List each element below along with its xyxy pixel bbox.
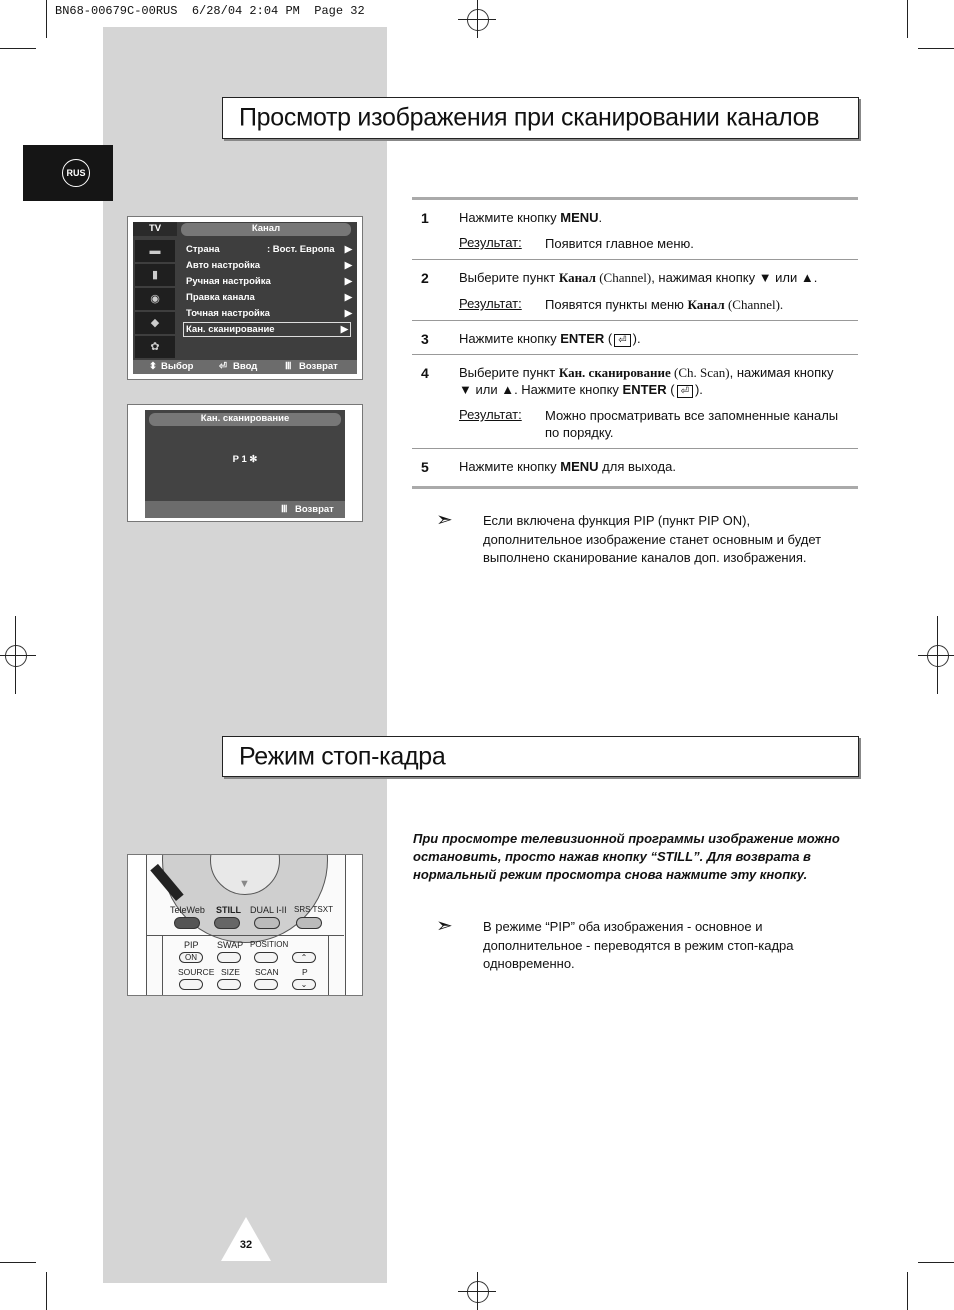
- osd-menu-screenshot: [127, 216, 363, 380]
- step-number: 4: [421, 365, 429, 381]
- up-down-icon: ⬍: [149, 361, 157, 372]
- note-text: В режиме “PIP” оба изображения - основное и дополнительное - переводятся в режим стоп-кадра одновременно.: [483, 919, 794, 971]
- size-button[interactable]: [217, 979, 241, 990]
- step-text-line2: ▼ или ▲. Нажмите кнопку ENTER ( ⏎ ).: [459, 382, 703, 397]
- teleweb-button[interactable]: [174, 917, 200, 929]
- channel-down-button[interactable]: ⌄: [292, 979, 316, 990]
- registration-line: [458, 1291, 496, 1292]
- step-text: Нажмите кнопку MENU.: [459, 210, 603, 225]
- result-label: Результат:: [459, 296, 522, 311]
- enter-icon: ⏎: [219, 361, 227, 372]
- osd-item-label: Точная настройка: [186, 308, 270, 319]
- osd-scan-back: Возврат: [295, 504, 334, 515]
- osd-scan-title: Кан. сканирование: [200, 413, 290, 424]
- crop-mark: [918, 1262, 954, 1263]
- osd-menu-item-selected[interactable]: [183, 322, 351, 337]
- step-number: 2: [421, 270, 429, 286]
- size-label: SIZE: [221, 967, 240, 977]
- osd-menu-item[interactable]: [183, 274, 355, 290]
- remote-illustration: [127, 854, 363, 996]
- osd-item-label: Ручная настройка: [186, 276, 271, 287]
- osd-footer: [133, 360, 357, 374]
- return-icon: Ⅲ: [281, 504, 288, 515]
- step-divider: [412, 320, 858, 321]
- section-title-box: [222, 97, 859, 139]
- teleweb-label: TeleWeb: [170, 905, 205, 915]
- osd-menu-item[interactable]: [183, 290, 355, 306]
- section-title-box: [222, 736, 859, 777]
- step-number: 1: [421, 210, 429, 226]
- enter-key-icon: ⏎: [677, 385, 693, 398]
- osd-title: Канал: [251, 223, 281, 234]
- note-arrow-icon: ➣: [436, 915, 453, 937]
- crop-mark: [0, 1262, 36, 1263]
- osd-menu-panel: [133, 222, 357, 374]
- srs-button[interactable]: [296, 917, 322, 929]
- step-text: Нажмите кнопку MENU для выхода.: [459, 459, 676, 474]
- osd-scan-screenshot: [127, 404, 363, 522]
- osd-item-arrow: ▶: [340, 324, 348, 335]
- osd-item-label: Кан. сканирование: [186, 324, 275, 335]
- scan-button[interactable]: [254, 979, 278, 990]
- osd-title-bar: [181, 223, 351, 236]
- osd-scan-footer: [145, 501, 345, 518]
- steps-top-rule: [412, 197, 858, 200]
- osd-menu-item[interactable]: [183, 306, 355, 322]
- step-text: Выберите пункт Канал (Channel), нажимая кнопку ▼ или ▲.: [459, 270, 818, 285]
- still-label: STILL: [216, 905, 241, 915]
- osd-tab: [133, 222, 177, 236]
- crop-mark: [0, 48, 36, 49]
- page-number: 32: [239, 1239, 253, 1251]
- step-text: Нажмите кнопку ENTER ( ⏎ ).: [459, 331, 641, 346]
- sound-icon: ◉: [135, 288, 175, 310]
- result-text: Можно просматривать все запомненные каналы: [545, 408, 839, 423]
- step-text: Выберите пункт Кан. сканирование (Ch. Scan), нажимая кнопку: [459, 365, 834, 380]
- result-label: Результат:: [459, 407, 522, 422]
- dual-label: DUAL I-II: [250, 905, 287, 915]
- osd-tab-label: TV: [149, 223, 162, 234]
- result-label: Результат:: [459, 235, 522, 250]
- dual-button[interactable]: [254, 917, 280, 929]
- osd-item-label: Авто настройка: [186, 260, 260, 271]
- registration-line: [458, 19, 496, 20]
- osd-item-arrow: ▶: [344, 292, 352, 303]
- step-divider: [412, 354, 858, 355]
- channel-up-button[interactable]: ⌃: [292, 952, 316, 963]
- osd-menu-list: [183, 242, 355, 337]
- still-button[interactable]: [214, 917, 240, 929]
- osd-item-arrow: ▶: [344, 244, 352, 255]
- return-icon: Ⅲ: [285, 361, 292, 372]
- crop-mark: [907, 1272, 908, 1310]
- pip-label: PIP: [184, 940, 199, 950]
- crop-mark: [907, 0, 908, 38]
- registration-line: [0, 655, 36, 656]
- registration-mark: [927, 645, 949, 667]
- source-button[interactable]: [179, 979, 203, 990]
- osd-footer-back: Возврат: [299, 361, 338, 372]
- steps-bottom-rule: [412, 486, 858, 489]
- picture-icon: ▮: [135, 264, 175, 286]
- result-text: Появится главное меню.: [545, 236, 694, 251]
- antenna-icon: ▬: [135, 240, 175, 262]
- osd-scan-title-bar: [149, 413, 341, 426]
- crop-mark: [918, 48, 954, 49]
- enter-key-icon: ⏎: [614, 334, 630, 347]
- osd-item-arrow: ▶: [344, 308, 352, 319]
- down-arrow-icon: ▼: [239, 878, 250, 890]
- registration-mark: [467, 9, 489, 31]
- remote-panel-line: [328, 935, 329, 996]
- pip-on-button[interactable]: ON: [179, 952, 203, 963]
- result-text: Появятся пункты меню Канал (Channel).: [545, 297, 784, 312]
- position-button[interactable]: [254, 952, 278, 963]
- note-arrow-icon: ➣: [436, 509, 453, 531]
- source-label: SOURCE: [178, 967, 215, 977]
- note-text: Если включена функция PIP (пункт PIP ON), дополнительное изображение станет основным и будет выполнено сканирование каналов доп. изображения.: [483, 513, 822, 565]
- language-tab-label: RUS: [62, 159, 90, 187]
- osd-menu-item[interactable]: [183, 258, 355, 274]
- osd-scan-program: P 1 ✻: [232, 454, 258, 465]
- channel-icon: ◆: [135, 312, 175, 334]
- remote-panel-line: [146, 935, 344, 936]
- osd-footer-select: Выбор: [161, 361, 194, 372]
- print-header: BN68-00679C-00RUS 6/28/04 2:04 PM Page 32: [55, 4, 365, 18]
- setup-icon: ✿: [135, 336, 175, 358]
- step-divider: [412, 448, 858, 449]
- intro-text: При просмотре телевизионной программы изображение можно остановить, просто нажав кнопку “STILL”. Для возврата в нормальный режим просмотра снова нажмите эту кнопку.: [413, 831, 840, 882]
- srs-label: SRS TSXT: [294, 905, 333, 914]
- swap-button[interactable]: [217, 952, 241, 963]
- osd-footer-enter: Ввод: [233, 361, 258, 372]
- crop-mark: [46, 1272, 47, 1310]
- registration-mark: [5, 645, 27, 667]
- position-label: POSITION: [250, 940, 289, 949]
- osd-item-arrow: ▶: [344, 276, 352, 287]
- crop-mark: [46, 0, 47, 38]
- osd-menu-item[interactable]: [183, 242, 355, 258]
- osd-icon-column: [135, 240, 175, 358]
- registration-mark: [467, 1281, 489, 1303]
- remote-panel-line: [162, 935, 163, 996]
- section-title: Просмотр изображения при сканировании каналов: [239, 103, 820, 132]
- registration-line: [918, 655, 954, 656]
- osd-scan-panel: [145, 410, 345, 518]
- step-number: 3: [421, 331, 429, 347]
- swap-label: SWAP: [217, 940, 244, 950]
- osd-item-label: Правка канала: [186, 292, 255, 303]
- p-label: P: [302, 967, 308, 977]
- osd-item-label: Страна: [186, 244, 220, 255]
- scan-label: SCAN: [255, 967, 279, 977]
- step-number: 5: [421, 459, 429, 475]
- osd-item-value: : Вост. Европа: [267, 244, 335, 255]
- step-divider: [412, 259, 858, 260]
- osd-item-arrow: ▶: [344, 260, 352, 271]
- section-title: Режим стоп-кадра: [239, 742, 446, 770]
- result-text-line2: по порядку.: [545, 425, 614, 440]
